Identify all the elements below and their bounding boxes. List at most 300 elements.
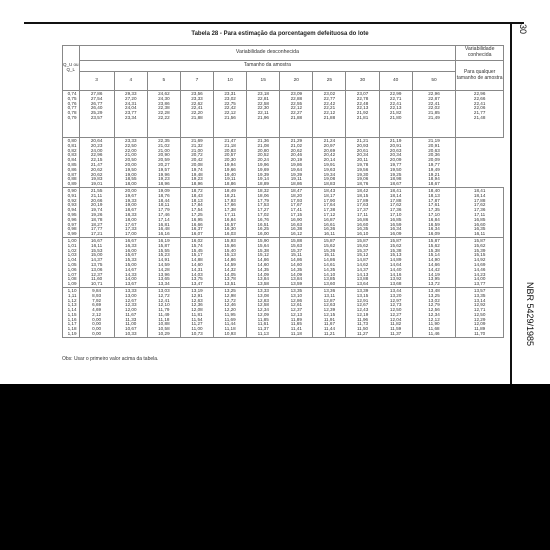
q-value: 0,79 — [67, 114, 77, 120]
q-value: 0,82 — [67, 147, 77, 153]
cell-value: 11,00 — [125, 321, 137, 327]
table-cell — [214, 187, 247, 237]
cell-value: 21,02 — [158, 142, 170, 148]
table-cell — [456, 237, 504, 287]
cell-value: 16,30 — [224, 226, 236, 232]
cell-value: 13,85 — [323, 276, 336, 282]
table-cell — [280, 237, 313, 287]
cell-value: 15,87 — [473, 237, 486, 243]
cell-value: 18,96 — [158, 181, 170, 187]
cell-value: 18,42 — [356, 187, 369, 193]
cell-value: 21,02 — [290, 142, 303, 148]
cell-value: 20,11 — [356, 157, 369, 163]
cell-value: 23,33 — [191, 95, 203, 101]
cell-value: 20,69 — [323, 147, 336, 153]
cell-value: 13,72 — [428, 281, 440, 287]
cell-value: 11,27 — [356, 331, 369, 337]
cell-value: 10,58 — [158, 326, 170, 332]
table-cell — [313, 287, 346, 337]
cell-value: 22,02 — [428, 105, 440, 111]
cell-value: 19,21 — [428, 171, 440, 177]
cell-value: 13,60 — [323, 281, 336, 287]
cell-value: 19,57 — [158, 166, 170, 172]
q-value: 1,09 — [67, 281, 77, 287]
table-cell — [412, 187, 456, 237]
cell-value: 16,19 — [158, 237, 170, 243]
cell-value: 19,00 — [125, 171, 137, 177]
cell-value: 22,41 — [389, 100, 402, 106]
cell-value: 11,89 — [290, 316, 302, 322]
cell-value: 17,88 — [473, 197, 486, 203]
cell-value: 17,21 — [90, 231, 103, 237]
cell-value: 19,96 — [158, 171, 170, 177]
cell-value: 21,08 — [257, 142, 269, 148]
q-value: 1,11 — [67, 292, 77, 298]
cell-value: 12,41 — [158, 297, 170, 303]
cell-value: 21,19 — [428, 138, 440, 143]
cell-value: 22,88 — [290, 95, 303, 101]
cell-value: 19,40 — [224, 171, 236, 177]
cell-value: 16,84 — [224, 216, 236, 222]
cell-value: 22,55 — [290, 100, 303, 106]
cell-value: 16,87 — [323, 216, 336, 222]
cell-value: 23,31 — [224, 91, 236, 96]
cell-value: 19,63 — [323, 166, 336, 172]
q-values — [63, 287, 80, 337]
cell-value: 17,84 — [191, 202, 203, 208]
cell-value: 12,67 — [125, 297, 137, 303]
cell-value: 14,69 — [473, 261, 486, 267]
cell-value: 22,48 — [356, 100, 369, 106]
cell-value: 11,91 — [323, 316, 335, 322]
cell-value: 15,12 — [356, 252, 369, 258]
cell-value: 17,67 — [290, 202, 303, 208]
cell-value: 14,86 — [290, 257, 303, 263]
cell-value: 14,62 — [356, 261, 369, 267]
cell-value: 12,34 — [257, 307, 269, 313]
table-row-group — [63, 237, 504, 287]
cell-value: 13,44 — [389, 287, 402, 293]
cell-value: 13,39 — [356, 287, 369, 293]
cell-value: 15,87 — [389, 237, 402, 243]
table-cell — [214, 91, 247, 138]
cell-value: 13,88 — [356, 276, 369, 282]
cell-value: 19,56 — [356, 166, 369, 172]
cell-value: 14,91 — [158, 257, 170, 263]
cell-value: 29,33 — [125, 91, 137, 96]
cell-value: 21,92 — [356, 110, 369, 116]
cell-value: 18,67 — [428, 181, 440, 187]
table-cell — [114, 287, 147, 337]
cell-value: 18,00 — [125, 216, 137, 222]
cell-value: 13,10 — [290, 292, 303, 298]
q-values — [63, 187, 80, 237]
cell-value: 12,56 — [428, 307, 440, 313]
cell-value: 13,33 — [257, 287, 269, 293]
cell-value: 15,00 — [125, 261, 137, 267]
cell-value: 20,57 — [224, 152, 236, 158]
cell-value: 19,11 — [224, 176, 236, 182]
cell-value: 12,04 — [389, 316, 402, 322]
cell-value: 21,80 — [389, 114, 402, 120]
cell-value: 20,30 — [224, 157, 236, 163]
sample-size-label: 15 — [247, 72, 280, 91]
cell-value: 16,35 — [356, 226, 369, 232]
cell-value: 20,63 — [428, 147, 440, 153]
cell-value: 19,67 — [125, 192, 137, 198]
table-cell — [280, 91, 313, 138]
cell-value: 17,79 — [158, 207, 170, 213]
cell-value: 18,32 — [257, 187, 269, 193]
cell-value: 16,33 — [125, 242, 137, 248]
cell-value: 17,63 — [356, 202, 369, 208]
cell-value: 22,00 — [125, 147, 137, 153]
cell-value: 19,50 — [389, 166, 402, 172]
cell-value: 19,23 — [158, 176, 170, 182]
cell-value: 19,78 — [356, 161, 369, 167]
cell-value: 20,09 — [389, 157, 402, 163]
cell-value: 16,34 — [428, 226, 440, 232]
table-cell — [412, 91, 456, 138]
cell-value: 13,11 — [323, 292, 335, 298]
cell-value: 12,34 — [428, 311, 440, 317]
cell-value: 21,00 — [125, 152, 137, 158]
table-cell — [346, 187, 379, 237]
cell-value: 17,10 — [428, 211, 440, 217]
cell-value: 14,90 — [428, 257, 440, 263]
black-region — [0, 384, 550, 550]
cell-value: 21,82 — [389, 110, 402, 116]
cell-value: 17,41 — [290, 207, 303, 213]
cell-value: 17,62 — [389, 202, 402, 208]
cell-value: 13,75 — [90, 261, 103, 267]
cell-value: 16,85 — [389, 216, 402, 222]
cell-value: 14,32 — [224, 266, 236, 272]
table-cell — [214, 287, 247, 337]
cell-value: 18,96 — [191, 181, 203, 187]
cell-value: 20,36 — [428, 152, 440, 158]
footnote: Obs: Usar o primeiro valor acima da tabela. — [62, 356, 159, 362]
cell-value: 21,49 — [428, 114, 440, 120]
cell-value: 15,93 — [224, 237, 236, 243]
cell-value: 14,35 — [257, 266, 269, 272]
cell-value: 16,00 — [257, 231, 269, 237]
q-value: 0,81 — [67, 142, 77, 148]
cell-value: 19,94 — [224, 161, 236, 167]
cell-value: 13,92 — [389, 276, 402, 282]
q-value: 0,99 — [67, 231, 77, 237]
cell-value: 21,19 — [389, 138, 402, 143]
cell-value: 22,41 — [191, 105, 203, 111]
table-cell — [379, 287, 412, 337]
cell-value: 12,58 — [257, 302, 269, 308]
table-row-group — [63, 187, 504, 237]
cell-value: 12,10 — [158, 302, 170, 308]
cell-value: 18,20 — [290, 192, 303, 198]
cell-value: 19,48 — [191, 171, 203, 177]
cell-value: 18,98 — [389, 176, 402, 182]
cell-value: 14,60 — [290, 261, 303, 267]
cell-value: 15,15 — [473, 252, 486, 258]
table-cell — [412, 237, 456, 287]
cell-value: 21,47 — [224, 138, 236, 143]
cell-value: 10,29 — [158, 331, 170, 337]
table-cell — [379, 237, 412, 287]
cell-value: 15,63 — [290, 242, 303, 248]
cell-value: 20,62 — [90, 166, 103, 172]
cell-value: 13,65 — [158, 276, 170, 282]
table-row-group — [63, 287, 504, 337]
cell-value: 16,12 — [290, 231, 303, 237]
cell-value: 16,63 — [290, 221, 303, 227]
cell-value: 20,62 — [290, 147, 303, 153]
table-cell — [147, 91, 180, 138]
cell-value: 11,44 — [224, 321, 236, 327]
cell-value: 11,44 — [323, 326, 335, 332]
cell-value: 19,25 — [389, 171, 402, 177]
cell-value: 22,50 — [125, 142, 137, 148]
cell-value: 14,37 — [356, 266, 369, 272]
cell-value: 22,15 — [90, 157, 103, 163]
q-value: 1,19 — [67, 331, 77, 337]
cell-value: 17,53 — [257, 202, 269, 208]
cell-value: 11,21 — [323, 331, 335, 337]
table-cell — [313, 237, 346, 287]
cell-value: 12,09 — [257, 311, 269, 317]
q-value: 0,88 — [67, 176, 77, 182]
cell-value: 15,14 — [428, 252, 440, 258]
table-cell — [412, 138, 456, 188]
cell-value: 22,71 — [389, 95, 402, 101]
cell-value: 20,34 — [356, 152, 369, 158]
q-value: 0,98 — [67, 226, 77, 232]
cell-value: 26,40 — [90, 105, 103, 111]
cell-value: 21,88 — [290, 114, 303, 120]
cell-value: 12,50 — [389, 307, 402, 313]
cell-value: 20,59 — [158, 157, 170, 163]
table-cell — [280, 138, 313, 188]
cell-value: 18,67 — [125, 207, 137, 213]
cell-value: 16,81 — [158, 221, 170, 227]
cell-value: 11,00 — [191, 326, 203, 332]
cell-value: 11,27 — [191, 321, 203, 327]
q-value: 0,78 — [67, 110, 77, 116]
cell-value: 17,46 — [158, 211, 170, 217]
cell-value: 16,67 — [90, 237, 103, 243]
cell-value: 14,31 — [191, 266, 203, 272]
cell-value: 17,37 — [356, 207, 369, 213]
cell-value: 14,86 — [323, 257, 336, 263]
table-cell — [456, 287, 504, 337]
cell-value: 14,60 — [191, 261, 203, 267]
cell-value: 11,69 — [224, 316, 236, 322]
cell-value: 18,43 — [191, 192, 203, 198]
cell-value: 22,81 — [257, 95, 269, 101]
cell-value: 17,36 — [473, 207, 486, 213]
cell-value: 19,30 — [356, 171, 369, 177]
cell-value: 17,54 — [191, 207, 203, 213]
cell-value: 16,59 — [389, 221, 402, 227]
table-cell — [456, 91, 504, 138]
cell-value: 15,62 — [356, 242, 369, 248]
cell-value: 23,02 — [323, 91, 336, 96]
cell-value: 16,34 — [389, 226, 402, 232]
cell-value: 18,44 — [158, 197, 170, 203]
cell-value: 17,36 — [389, 207, 402, 213]
cell-value: 15,38 — [428, 247, 440, 253]
cell-value: 14,35 — [290, 266, 303, 272]
cell-value: 22,58 — [257, 100, 269, 106]
table-container — [62, 45, 504, 338]
cell-value: 18,86 — [290, 181, 303, 187]
cell-value: 15,88 — [290, 237, 303, 243]
cell-value: 18,14 — [389, 192, 402, 198]
cell-value: 15,87 — [428, 237, 440, 243]
cell-value: 17,10 — [389, 211, 402, 217]
cell-value: 0,00 — [92, 326, 102, 332]
cell-value: 13,48 — [428, 287, 440, 293]
cell-value: 10,33 — [125, 331, 137, 337]
q-value: 1,17 — [67, 321, 77, 327]
table-cell — [214, 237, 247, 287]
cell-value: 10,71 — [90, 281, 103, 287]
cell-value: 16,37 — [191, 226, 203, 232]
cell-value: 19,06 — [356, 176, 369, 182]
cell-value: 22,22 — [158, 114, 170, 120]
cell-value: 22,11 — [257, 110, 269, 116]
cell-value: 14,23 — [473, 271, 486, 277]
cell-value: 19,69 — [257, 166, 269, 172]
cell-value: 21,56 — [224, 114, 236, 120]
cell-value: 16,25 — [257, 226, 269, 232]
cell-value: 12,87 — [323, 297, 336, 303]
cell-value: 11,18 — [290, 331, 302, 337]
cell-value: 15,64 — [257, 242, 269, 248]
cell-value: 12,37 — [290, 307, 303, 313]
table-cell — [247, 237, 280, 287]
cell-value: 13,35 — [290, 287, 303, 293]
table-cell — [180, 138, 213, 188]
q-value: 0,92 — [67, 197, 77, 203]
cell-value: 11,37 — [257, 326, 269, 332]
q-value: 1,13 — [67, 302, 77, 308]
cell-value: 15,17 — [191, 252, 203, 258]
cell-value: 14,60 — [257, 261, 269, 267]
cell-value: 20,24 — [257, 157, 269, 163]
cell-value: 10,67 — [125, 326, 137, 332]
cell-value: 18,17 — [323, 192, 336, 198]
q-value: 0,85 — [67, 161, 77, 167]
cell-value: 24,31 — [125, 100, 137, 106]
cell-value: 18,15 — [356, 192, 369, 198]
q-value: 0,83 — [67, 152, 77, 158]
cell-value: 13,84 — [290, 276, 303, 282]
cell-value: 16,84 — [428, 216, 440, 222]
table-cell — [379, 187, 412, 237]
sample-size-label: 3 — [79, 72, 114, 91]
table-cell — [147, 187, 180, 237]
cell-value: 18,41 — [389, 187, 402, 193]
cell-value: 18,21 — [224, 192, 236, 198]
cell-value: 18,33 — [125, 211, 137, 217]
cell-value: 11,33 — [125, 316, 137, 322]
cell-value: 18,47 — [290, 187, 303, 193]
cell-value: 19,50 — [125, 166, 137, 172]
cell-value: 16,76 — [257, 216, 269, 222]
table-cell — [114, 91, 147, 138]
cell-value: 15,40 — [224, 247, 236, 253]
cell-value: 11,59 — [390, 326, 402, 332]
cell-value: 18,76 — [158, 192, 170, 198]
cell-value: 11,65 — [290, 321, 302, 327]
cell-value: 13,36 — [323, 287, 336, 293]
cell-value: 20,27 — [158, 161, 170, 167]
cell-value: 16,57 — [224, 221, 236, 227]
cell-value: 17,15 — [290, 211, 303, 217]
table-cell — [346, 91, 379, 138]
cell-value: 20,61 — [356, 147, 369, 153]
cell-value: 7,92 — [92, 297, 102, 303]
cell-value: 22,96 — [428, 91, 440, 96]
q-value: 0,76 — [67, 100, 77, 106]
cell-value: 17,89 — [356, 197, 369, 203]
q-value: 0,96 — [67, 216, 77, 222]
cell-value: 20,63 — [389, 147, 402, 153]
cell-value: 19,08 — [323, 176, 336, 182]
cell-value: 13,25 — [224, 287, 236, 293]
cell-value: 11,73 — [356, 321, 369, 327]
cell-value: 13,25 — [428, 292, 440, 298]
cell-value: 15,55 — [158, 247, 170, 253]
cell-value: 13,68 — [389, 281, 402, 287]
cell-value: 19,34 — [323, 171, 336, 177]
cell-value: 11,18 — [224, 326, 236, 332]
table-cell — [247, 287, 280, 337]
cell-value: 15,11 — [323, 252, 335, 258]
cell-value: 12,37 — [90, 271, 103, 277]
cell-value: 14,03 — [191, 271, 203, 277]
cell-value: 20,52 — [257, 152, 269, 158]
cell-value: 20,50 — [125, 157, 137, 163]
cell-value: 14,00 — [473, 276, 486, 282]
cell-value: 11,96 — [356, 316, 369, 322]
defect-estimation-table — [62, 45, 504, 338]
cell-value: 11,81 — [191, 311, 203, 317]
cell-value: 11,89 — [474, 326, 486, 332]
cell-value: 22,78 — [356, 95, 369, 101]
cell-value: 16,35 — [473, 226, 486, 232]
cell-value: 16,00 — [125, 247, 137, 253]
table-cell — [456, 187, 504, 237]
cell-value: 17,11 — [356, 211, 369, 217]
cell-value: 20,09 — [428, 157, 440, 163]
cell-value: 12,46 — [224, 302, 236, 308]
cell-value: 17,33 — [125, 226, 137, 232]
cell-value: 17,35 — [428, 207, 440, 213]
cell-value: 16,02 — [191, 237, 203, 243]
cell-value: 19,77 — [428, 161, 440, 167]
table-cell — [313, 91, 346, 138]
table-cell — [247, 187, 280, 237]
q-value: 1,12 — [67, 297, 77, 303]
cell-value: 12,97 — [389, 297, 402, 303]
cell-value: 22,38 — [158, 105, 170, 111]
cell-value: 13,33 — [125, 287, 137, 293]
cell-value: 13,35 — [473, 292, 486, 298]
cell-value: 21,21 — [356, 138, 369, 143]
cell-value: 22,28 — [158, 110, 170, 116]
cell-value: 15,62 — [323, 242, 336, 248]
